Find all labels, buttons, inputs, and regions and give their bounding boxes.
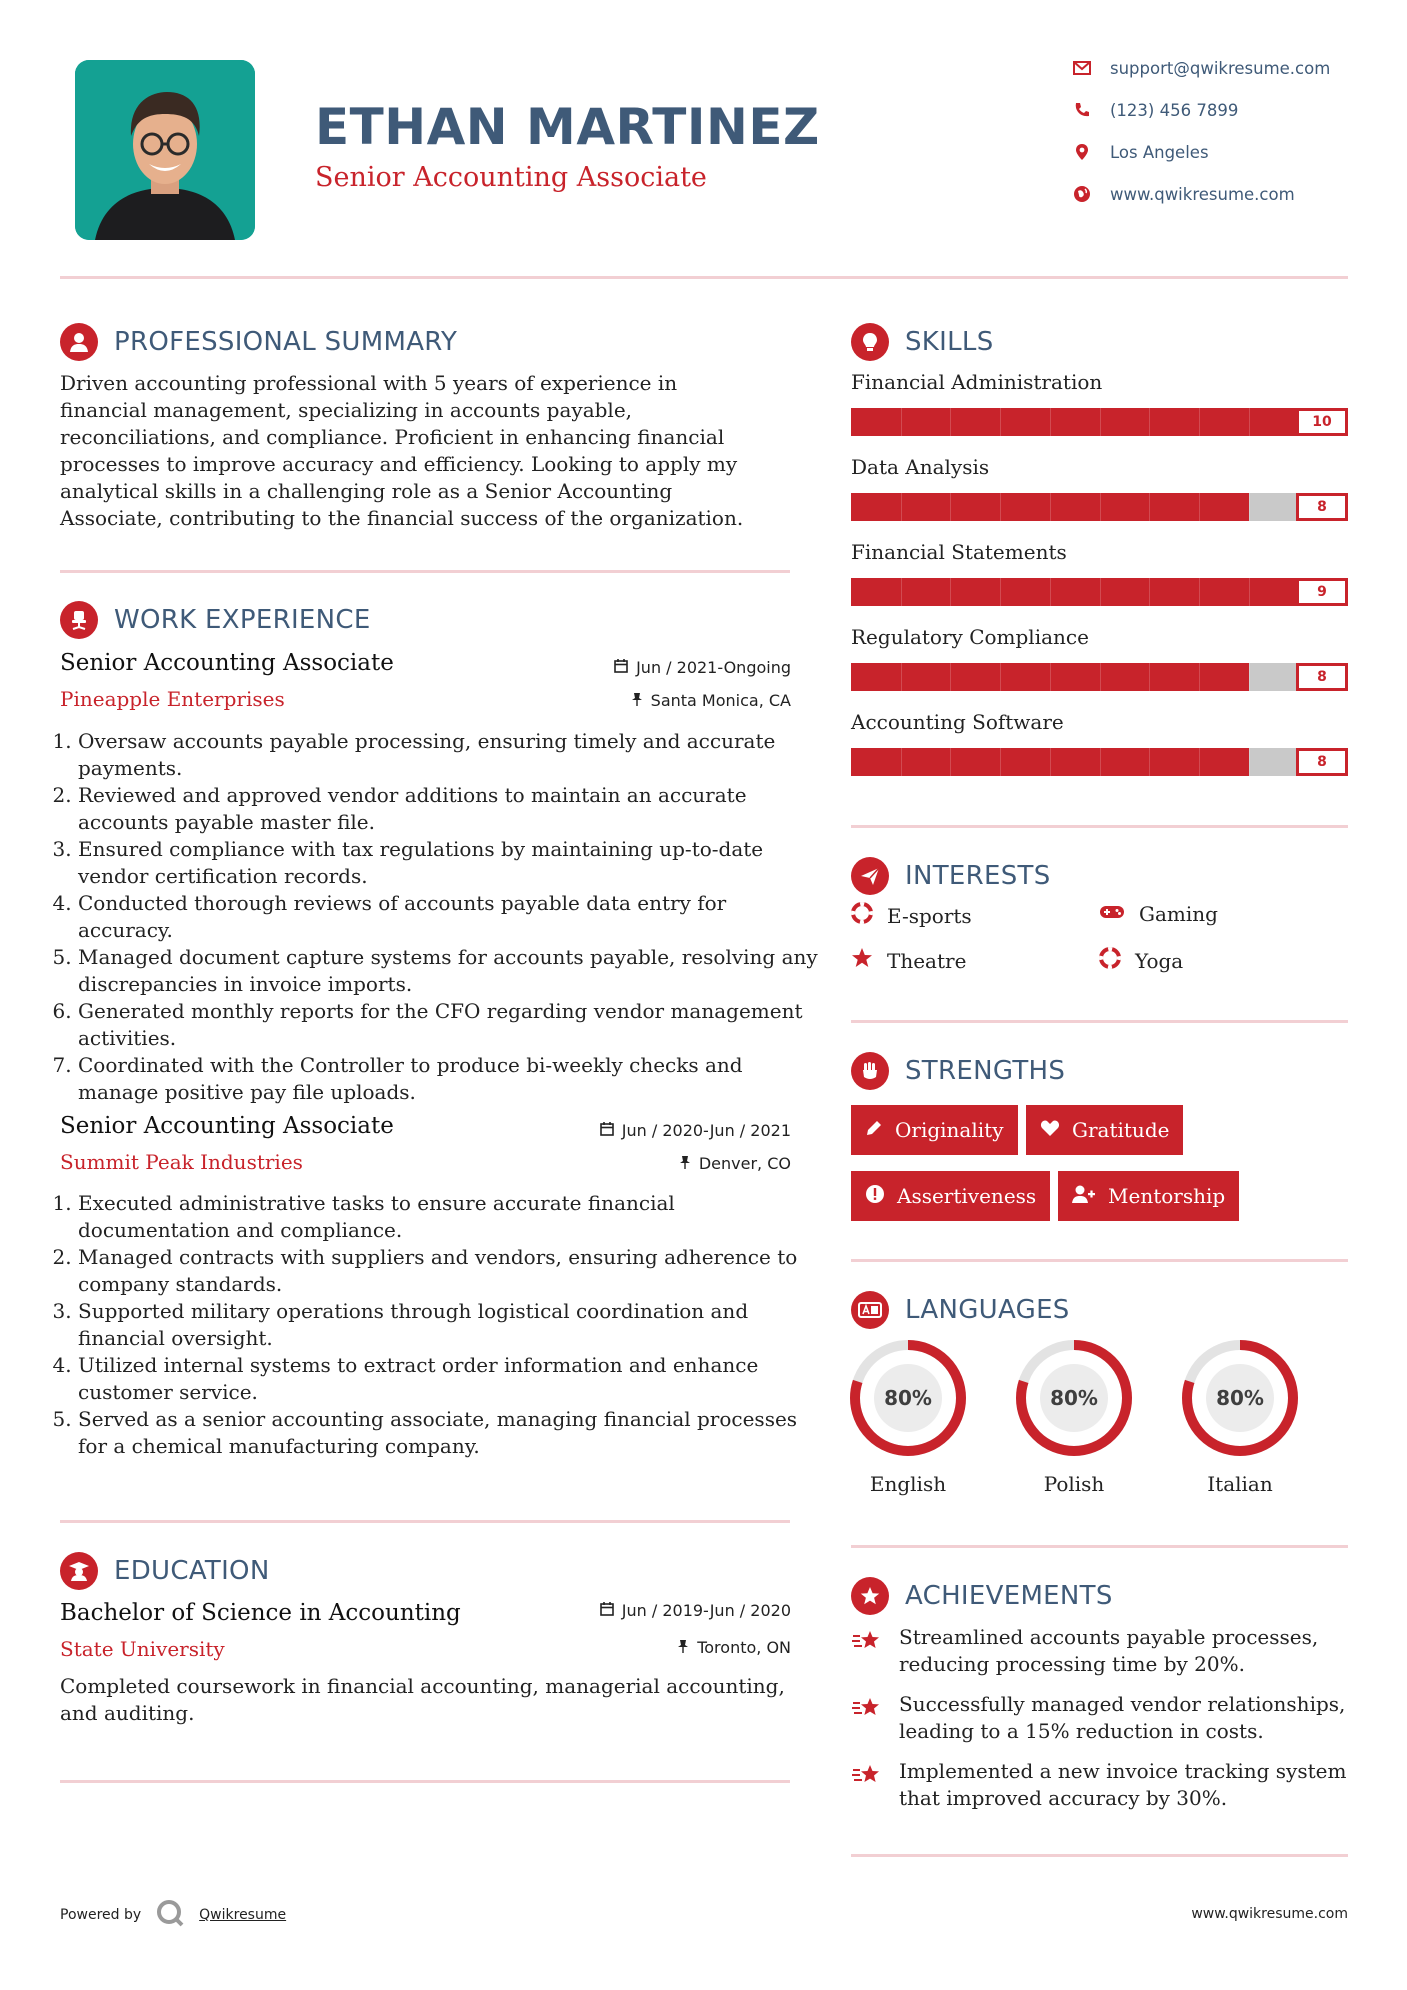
skill-bar-segment bbox=[1000, 408, 1001, 436]
skill-bar-segment bbox=[1050, 578, 1051, 606]
list-item: 1. Oversaw accounts payable processing, ensuring timely and accurate payments. bbox=[78, 728, 818, 782]
contact-location bbox=[1072, 142, 1209, 162]
skill-bar-segment bbox=[1199, 748, 1200, 776]
job-dates bbox=[480, 1121, 791, 1140]
gamepad-icon bbox=[1099, 902, 1125, 926]
skill-bar-segment bbox=[1249, 408, 1250, 436]
contact-website[interactable] bbox=[1072, 184, 1295, 204]
interest-item bbox=[1099, 947, 1183, 974]
education-location-text: Toronto, ON bbox=[697, 1638, 791, 1657]
strength-chip bbox=[851, 1171, 1050, 1221]
pushpin-icon bbox=[677, 1638, 689, 1657]
list-item: 6. Generated monthly reports for the CFO regarding vendor management activities. bbox=[78, 998, 818, 1052]
location-text: Los Angeles bbox=[1110, 142, 1209, 162]
languages-divider bbox=[851, 1545, 1348, 1548]
skills-divider bbox=[851, 825, 1348, 828]
contact-phone[interactable] bbox=[1072, 100, 1238, 120]
calendar-icon bbox=[600, 1121, 614, 1140]
map-pin-icon bbox=[1072, 142, 1092, 162]
office-chair-icon bbox=[60, 601, 98, 639]
shooting-star-icon bbox=[851, 1691, 883, 1745]
job-bullets bbox=[60, 728, 818, 1106]
languages-heading bbox=[851, 1291, 1070, 1329]
language-name: Italian bbox=[1207, 1472, 1273, 1496]
interest-label: Gaming bbox=[1139, 902, 1218, 926]
job-location-text: Santa Monica, CA bbox=[650, 691, 791, 710]
skill-bar-segment bbox=[950, 663, 951, 691]
list-item: 2. Managed contracts with suppliers and vendors, ensuring adherence to company standards. bbox=[78, 1244, 818, 1298]
strengths-divider bbox=[851, 1259, 1348, 1262]
skill-bar-segment bbox=[1100, 748, 1101, 776]
skill-bar-segment bbox=[1000, 663, 1001, 691]
star-icon bbox=[851, 947, 873, 974]
skill-bar-fill bbox=[851, 578, 1298, 606]
skill-bar-segment bbox=[1100, 408, 1101, 436]
list-item: 3. Supported military operations through logistical coordination and financial oversight. bbox=[78, 1298, 818, 1352]
paper-plane-icon bbox=[851, 857, 889, 895]
lifebuoy-icon bbox=[851, 902, 873, 929]
pushpin-icon bbox=[679, 1154, 691, 1173]
gauge-percent: 80% bbox=[884, 1386, 932, 1410]
skill-bar-segment bbox=[1149, 748, 1150, 776]
calendar-icon bbox=[600, 1601, 614, 1620]
experience-title: WORK EXPERIENCE bbox=[114, 605, 371, 635]
phone-icon bbox=[1072, 100, 1092, 120]
interest-label: Yoga bbox=[1135, 948, 1184, 973]
exclamation-icon bbox=[865, 1184, 885, 1209]
interests-heading bbox=[851, 857, 1051, 895]
skill-score: 9 bbox=[1296, 578, 1348, 606]
lightbulb-icon bbox=[851, 323, 889, 361]
phone-text: (123) 456 7899 bbox=[1110, 100, 1239, 120]
summary-divider bbox=[60, 570, 790, 573]
skill-bar-segment bbox=[1050, 408, 1051, 436]
skill-bar-segment bbox=[901, 663, 902, 691]
strength-label: Assertiveness bbox=[897, 1184, 1037, 1208]
strength-chip bbox=[851, 1105, 1018, 1155]
skill-bar-segment bbox=[1100, 493, 1101, 521]
skills-heading bbox=[851, 323, 994, 361]
lifebuoy-icon bbox=[1099, 947, 1121, 974]
skill-bar-segment bbox=[1149, 408, 1150, 436]
skill-bar-segment bbox=[1199, 663, 1200, 691]
skill-bar-segment bbox=[901, 408, 902, 436]
company-name: Pineapple Enterprises bbox=[60, 687, 285, 711]
job-title: Senior Accounting Associate bbox=[60, 1113, 394, 1139]
skill-bar-segment bbox=[1149, 663, 1150, 691]
pencil-icon bbox=[865, 1118, 883, 1142]
education-location bbox=[480, 1638, 791, 1657]
skill-bar-segment bbox=[901, 748, 902, 776]
globe-icon bbox=[1072, 184, 1092, 204]
skill-bar-segment bbox=[1149, 578, 1150, 606]
skill-score: 8 bbox=[1296, 493, 1348, 521]
skill-bar-segment bbox=[1249, 748, 1250, 776]
achievements-heading bbox=[851, 1577, 1113, 1615]
skill-bar-segment bbox=[1100, 663, 1101, 691]
interest-item bbox=[851, 902, 972, 929]
skill-bar-segment bbox=[1050, 663, 1051, 691]
language-gauge bbox=[1178, 1336, 1302, 1460]
qwikresume-logo bbox=[155, 1898, 185, 1932]
skill-bar bbox=[851, 408, 1348, 436]
achievement-text: Implemented a new invoice tracking system that improved accuracy by 30%. bbox=[899, 1759, 1347, 1810]
powered-by-text: Powered by bbox=[60, 1907, 142, 1923]
shooting-star-icon bbox=[851, 1624, 883, 1678]
candidate-name: ETHAN MARTINEZ bbox=[315, 98, 820, 156]
job-location-text: Denver, CO bbox=[698, 1154, 791, 1173]
skill-bar-segment bbox=[1050, 493, 1051, 521]
skills-title: SKILLS bbox=[905, 327, 994, 357]
strength-chip bbox=[1026, 1105, 1183, 1155]
skill-name: Financial Statements bbox=[851, 540, 1067, 564]
strengths-heading bbox=[851, 1052, 1065, 1090]
achievements-divider bbox=[851, 1854, 1348, 1857]
calendar-icon bbox=[614, 658, 628, 677]
list-item: 7. Coordinated with the Controller to produce bi-weekly checks and manage positive pay file uploads. bbox=[78, 1052, 818, 1106]
graduate-icon bbox=[60, 1552, 98, 1590]
job-bullets bbox=[60, 1190, 818, 1460]
skill-bar-segment bbox=[901, 578, 902, 606]
user-plus-icon bbox=[1072, 1184, 1096, 1209]
list-item: 3. Ensured compliance with tax regulations by maintaining up-to-date vendor certification records. bbox=[78, 836, 818, 890]
user-icon bbox=[60, 323, 98, 361]
strength-label: Mentorship bbox=[1108, 1184, 1226, 1208]
job-dates-text: Jun / 2021-Ongoing bbox=[636, 658, 791, 677]
fist-icon bbox=[851, 1052, 889, 1090]
achievement-item bbox=[851, 1691, 1348, 1745]
skill-bar-segment bbox=[1149, 493, 1150, 521]
summary-text: Driven accounting professional with 5 years of experience in financial management, specializing in accounts payable, reconciliations, and compliance. Proficient in enhancing financial processes to improve accuracy and efficiency. Looking to apply my analytical skills in a challenging role as a Senior Accounting Associate, contributing to the financial success of the organization. bbox=[60, 371, 744, 530]
envelope-icon bbox=[1072, 58, 1092, 78]
achievement-text: Successfully managed vendor relationships, leading to a 15% reduction in costs. bbox=[899, 1692, 1346, 1743]
skill-bar-segment bbox=[1249, 663, 1250, 691]
skill-score: 10 bbox=[1296, 408, 1348, 436]
list-item: 2. Reviewed and approved vendor additions to maintain an accurate accounts payable master file. bbox=[78, 782, 818, 836]
skill-score: 8 bbox=[1296, 748, 1348, 776]
interest-item bbox=[851, 947, 966, 974]
language-gauge bbox=[1012, 1336, 1136, 1460]
language-name: English bbox=[869, 1472, 947, 1496]
translate-icon bbox=[851, 1291, 889, 1329]
shooting-star-icon bbox=[851, 1758, 883, 1812]
email-text: support@qwikresume.com bbox=[1110, 58, 1331, 78]
skill-bar-segment bbox=[950, 408, 951, 436]
skill-bar-segment bbox=[1249, 578, 1250, 606]
profile-photo bbox=[75, 60, 255, 240]
education-title: EDUCATION bbox=[114, 1556, 270, 1586]
list-item: 5. Served as a senior accounting associate, managing financial processes for a chemical manufacturing company. bbox=[78, 1406, 818, 1460]
pushpin-icon bbox=[631, 691, 643, 710]
strength-chip bbox=[1058, 1171, 1239, 1221]
education-dates bbox=[480, 1601, 791, 1620]
skill-score: 8 bbox=[1296, 663, 1348, 691]
education-heading bbox=[60, 1552, 270, 1590]
experience-divider bbox=[60, 1520, 790, 1523]
experience-heading bbox=[60, 601, 371, 639]
job-title: Senior Accounting Associate bbox=[60, 650, 394, 676]
language-name: Polish bbox=[1043, 1472, 1105, 1496]
skill-bar-segment bbox=[950, 578, 951, 606]
language-gauge bbox=[846, 1336, 970, 1460]
skill-bar-segment bbox=[1249, 493, 1250, 521]
school-name: State University bbox=[60, 1637, 225, 1661]
interest-label: E-sports bbox=[887, 903, 972, 928]
skill-bar bbox=[851, 578, 1348, 606]
achievement-item bbox=[851, 1624, 1348, 1678]
header-divider bbox=[60, 276, 1348, 279]
job-location bbox=[480, 691, 791, 710]
gauge-percent: 80% bbox=[1050, 1386, 1098, 1410]
skill-bar-segment bbox=[1000, 748, 1001, 776]
achievement-item bbox=[851, 1758, 1348, 1812]
footer-powered bbox=[60, 1898, 286, 1932]
skill-name: Financial Administration bbox=[851, 370, 1103, 394]
skill-bar-segment bbox=[1199, 408, 1200, 436]
skill-bar-segment bbox=[950, 748, 951, 776]
interests-divider bbox=[851, 1020, 1348, 1023]
skill-bar-segment bbox=[1199, 578, 1200, 606]
list-item: 5. Managed document capture systems for accounts payable, resolving any discrepancies in invoice imports. bbox=[78, 944, 818, 998]
contact-email[interactable] bbox=[1072, 58, 1330, 78]
skill-bar-segment bbox=[950, 493, 951, 521]
skill-bar-segment bbox=[1199, 493, 1200, 521]
interests-title: INTERESTS bbox=[905, 861, 1051, 891]
skill-bar bbox=[851, 748, 1348, 776]
education-divider bbox=[60, 1780, 790, 1783]
skill-name: Regulatory Compliance bbox=[851, 625, 1089, 649]
brand-link[interactable]: Qwikresume bbox=[199, 1907, 287, 1923]
avatar bbox=[75, 60, 255, 240]
heart-icon bbox=[1040, 1118, 1060, 1142]
strength-label: Originality bbox=[895, 1118, 1004, 1142]
summary-heading bbox=[60, 323, 457, 361]
degree-title: Bachelor of Science in Accounting bbox=[60, 1600, 461, 1626]
achievements-title: ACHIEVEMENTS bbox=[905, 1581, 1113, 1611]
candidate-role: Senior Accounting Associate bbox=[315, 162, 707, 193]
job-dates bbox=[480, 658, 791, 677]
footer-website[interactable]: www.qwikresume.com bbox=[1191, 1906, 1348, 1922]
skill-bar bbox=[851, 493, 1348, 521]
strengths-title: STRENGTHS bbox=[905, 1056, 1066, 1086]
strength-label: Gratitude bbox=[1072, 1118, 1170, 1142]
skill-bar-segment bbox=[1050, 748, 1051, 776]
interest-label: Theatre bbox=[887, 948, 967, 973]
job-dates-text: Jun / 2020-Jun / 2021 bbox=[621, 1121, 791, 1140]
education-dates-text: Jun / 2019-Jun / 2020 bbox=[621, 1601, 791, 1620]
interest-item bbox=[1099, 902, 1218, 926]
gauge-percent: 80% bbox=[1216, 1386, 1264, 1410]
skill-bar-segment bbox=[1000, 493, 1001, 521]
skill-bar-segment bbox=[1100, 578, 1101, 606]
company-name: Summit Peak Industries bbox=[60, 1150, 303, 1174]
list-item: 1. Executed administrative tasks to ensure accurate financial documentation and compliance. bbox=[78, 1190, 818, 1244]
job-location bbox=[480, 1154, 791, 1173]
skill-name: Data Analysis bbox=[851, 455, 990, 479]
skill-bar-segment bbox=[1000, 578, 1001, 606]
education-text: Completed coursework in financial accounting, managerial accounting, and auditing. bbox=[60, 1674, 785, 1725]
star-badge-icon bbox=[851, 1577, 889, 1615]
skill-name: Accounting Software bbox=[851, 710, 1064, 734]
languages-title: LANGUAGES bbox=[905, 1295, 1070, 1325]
website-text: www.qwikresume.com bbox=[1110, 184, 1295, 204]
summary-title: PROFESSIONAL SUMMARY bbox=[114, 327, 458, 357]
list-item: 4. Conducted thorough reviews of accounts payable data entry for accuracy. bbox=[78, 890, 818, 944]
skill-bar bbox=[851, 663, 1348, 691]
achievement-text: Streamlined accounts payable processes, reducing processing time by 20%. bbox=[899, 1625, 1319, 1676]
list-item: 4. Utilized internal systems to extract order information and enhance customer service. bbox=[78, 1352, 818, 1406]
skill-bar-segment bbox=[901, 493, 902, 521]
